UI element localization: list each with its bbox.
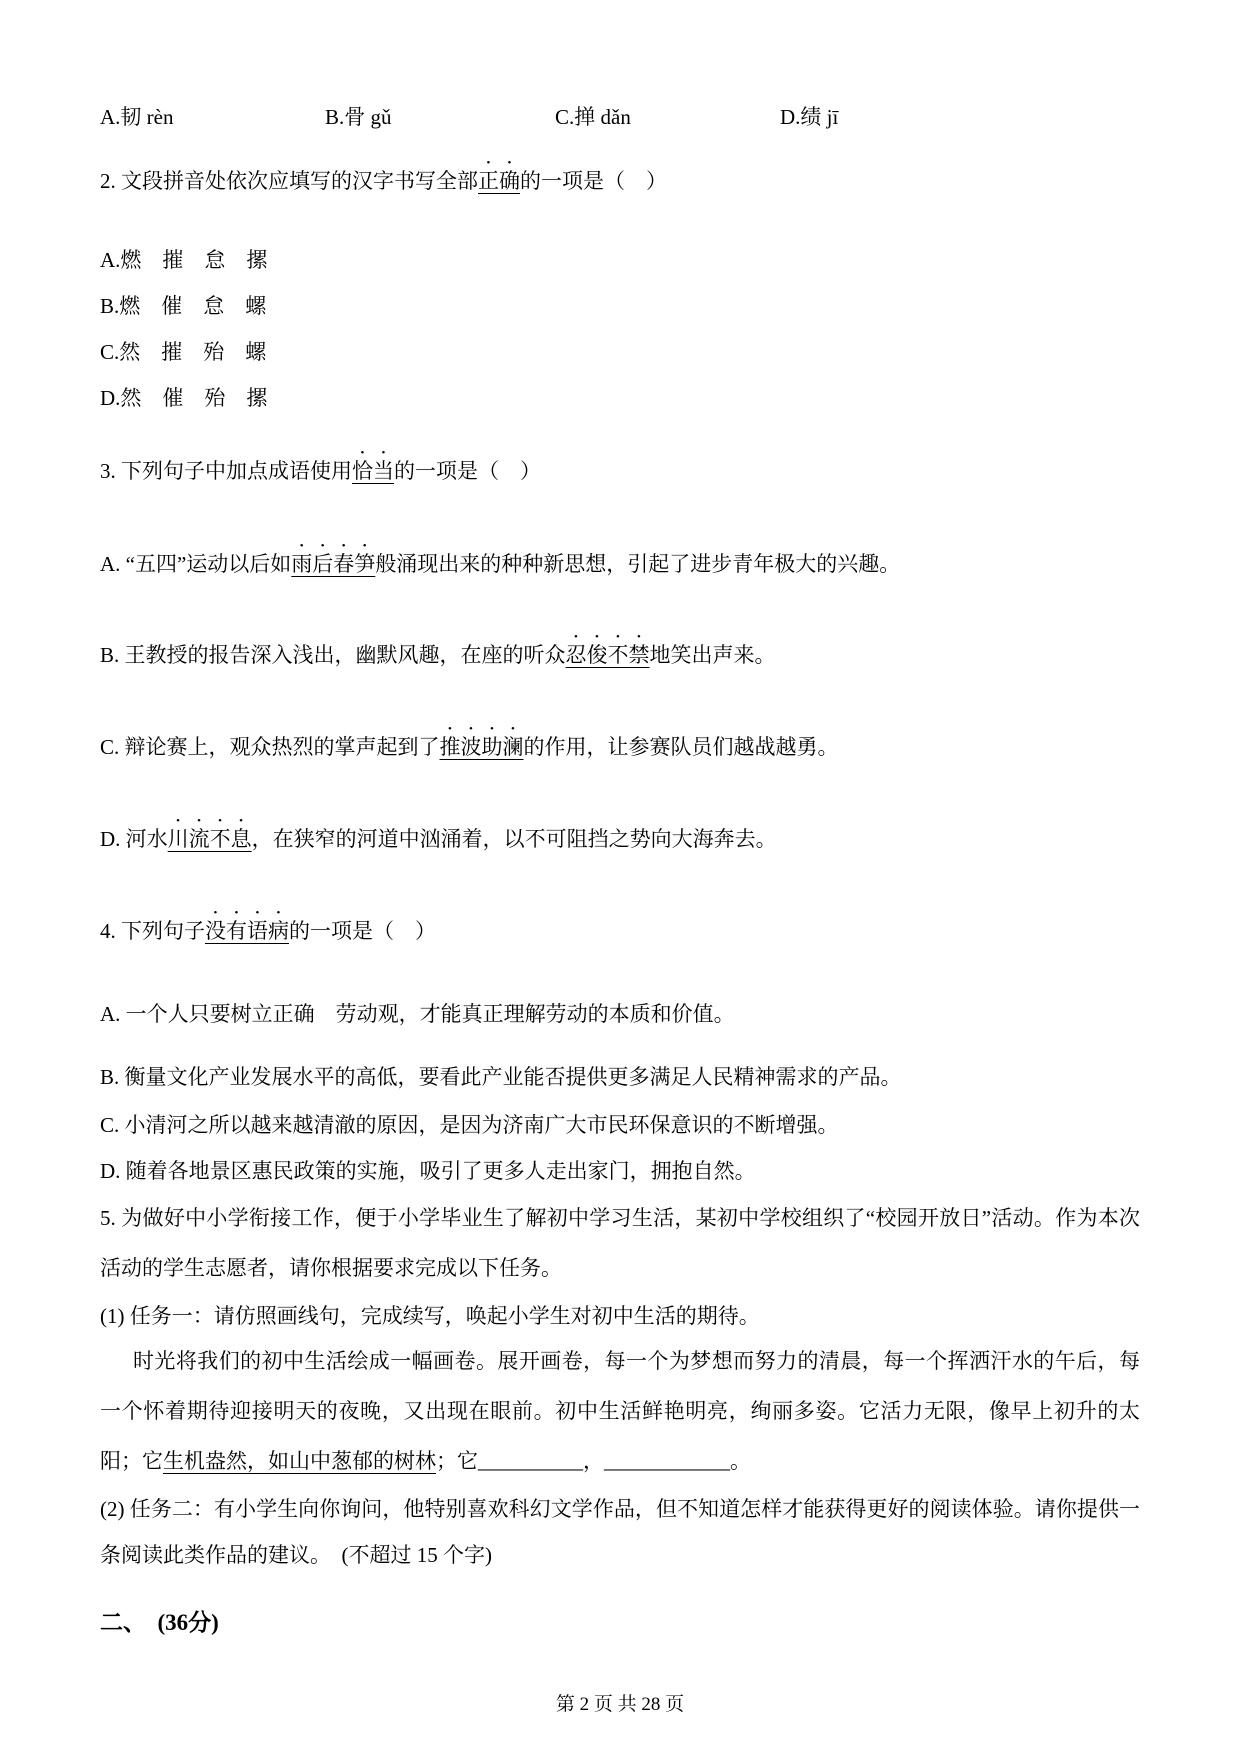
q2-option-d: D.然 催 殆 摞: [100, 386, 268, 410]
q2-stem: [100, 157, 1140, 196]
q3-option-d-emphasis: 川流不息: [167, 827, 252, 851]
q3-option-d: [100, 815, 1140, 854]
q4-option-d: D. 随着各地景区惠民政策的实施，吸引了更多人走出家门，拥抱自然。: [100, 1159, 756, 1183]
section-two-heading: 二、 (36分): [100, 1610, 219, 1635]
q1-option-d: D.绩 jī: [780, 105, 839, 129]
q3-option-a: [100, 540, 1140, 579]
q1-options-row: [100, 102, 1140, 132]
q5-task1-blank-2: ____________: [604, 1449, 730, 1473]
q1-option-b: B.骨 gǔ: [325, 105, 392, 129]
q2-option-b: B.燃 催 怠 螺: [100, 294, 267, 318]
q5-task1-comma: ，: [583, 1449, 604, 1473]
q3-option-a-pre: A. “五四”运动以后如: [100, 552, 292, 576]
q4-stem-emphasis: 没有语病: [205, 919, 289, 943]
page-number-footer: 第 2 页 共 28 页: [555, 1694, 685, 1715]
q3-stem: [100, 447, 1140, 486]
q5-task1-blank-1: __________: [478, 1449, 583, 1473]
q4-stem-post: 的一项是（ ）: [289, 919, 436, 943]
q3-option-d-pre: D. 河水: [100, 827, 168, 851]
q5-intro: 5. 为做好中小学衔接工作，便于小学毕业生了解初中学习生活，某初中学校组织了“校园开放日”活动。作为本次活动的学生志愿者，请你根据要求完成以下任务。: [100, 1206, 1140, 1280]
q4-stem-pre: 4. 下列句子: [100, 919, 205, 943]
q3-option-c-pre: C. 辩论赛上，观众热烈的掌声起到了: [100, 735, 440, 759]
q3-option-c: [100, 723, 1140, 762]
q2-stem-pre: 2. 文段拼音处依次应填写的汉字书写全部: [100, 169, 478, 193]
q3-stem-pre: 3. 下列句子中加点成语使用: [100, 459, 352, 483]
q5-task1-text: 时光将我们的初中生活绘成一幅画卷。展开画卷，每一个为梦想而努力的清晨，每一个挥洒汗水的午后，每一个怀着期待迎接明天的夜晚，又出现在眼前。初中生活鲜艳明亮，绚丽多姿。它活力无限，像早上初升的太阳；它: [100, 1349, 1140, 1473]
q2-stem-post: 的一项是（ ）: [520, 169, 667, 193]
q3-option-b-emphasis: 忍俊不禁: [565, 643, 650, 667]
q3-option-b: [100, 631, 1140, 670]
q3-stem-emphasis: 恰当: [352, 459, 394, 483]
q4-option-c: C. 小清河之所以越来越清澈的原因，是因为济南广大市民环保意识的不断增强。: [100, 1113, 839, 1137]
q1-option-c: C.掸 dǎn: [555, 105, 631, 129]
q2-option-c: C.然 摧 殆 螺: [100, 340, 267, 364]
q2-stem-emphasis: 正确: [478, 169, 520, 193]
q4-option-b: B. 衡量文化产业发展水平的高低，要看此产业能否提供更多满足人民精神需求的产品。: [100, 1065, 902, 1089]
q1-option-a: A.韧 rèn: [100, 105, 174, 129]
q3-option-a-post: 般涌现出来的种种新思想，引起了进步青年极大的兴趣。: [375, 552, 901, 576]
q3-option-b-pre: B. 王教授的报告深入浅出，幽默风趣，在座的听众: [100, 643, 566, 667]
q5-task2-paragraph: (2) 任务二：有小学生向你询问，他特别喜欢科幻文学作品，但不知道怎样才能获得更好的阅读体验。请你提供一条阅读此类作品的建议。 (不超过 15 个字): [100, 1497, 1140, 1567]
q4-option-a: A. 一个人只要树立正确 劳动观，才能真正理解劳动的本质和价值。: [100, 1002, 735, 1026]
q3-option-b-post: 地笑出声来。: [649, 643, 776, 667]
q3-option-d-post: ，在狭窄的河道中汹涌着，以不可阻挡之势向大海奔去。: [251, 827, 777, 851]
q5-task1-label: (1) 任务一：请仿照画线句，完成续写，唤起小学生对初中生活的期待。: [100, 1304, 760, 1328]
q3-option-a-emphasis: 雨后春笋: [291, 552, 376, 576]
q4-stem: [100, 907, 1140, 946]
q3-option-c-emphasis: 推波助澜: [439, 735, 524, 759]
q5-task1-paragraph: [100, 1336, 1140, 1486]
q3-option-c-post: 的作用，让参赛队员们越战越勇。: [523, 735, 839, 759]
q5-task1-underlined-model-sentence: 生机盎然，如山中葱郁的树林: [163, 1449, 436, 1473]
q5-task1-mid: ；它: [436, 1449, 478, 1473]
q2-option-a: A.燃 摧 怠 摞: [100, 248, 268, 272]
q5-task1-end: 。: [730, 1449, 751, 1473]
q3-stem-post: 的一项是（ ）: [394, 459, 541, 483]
